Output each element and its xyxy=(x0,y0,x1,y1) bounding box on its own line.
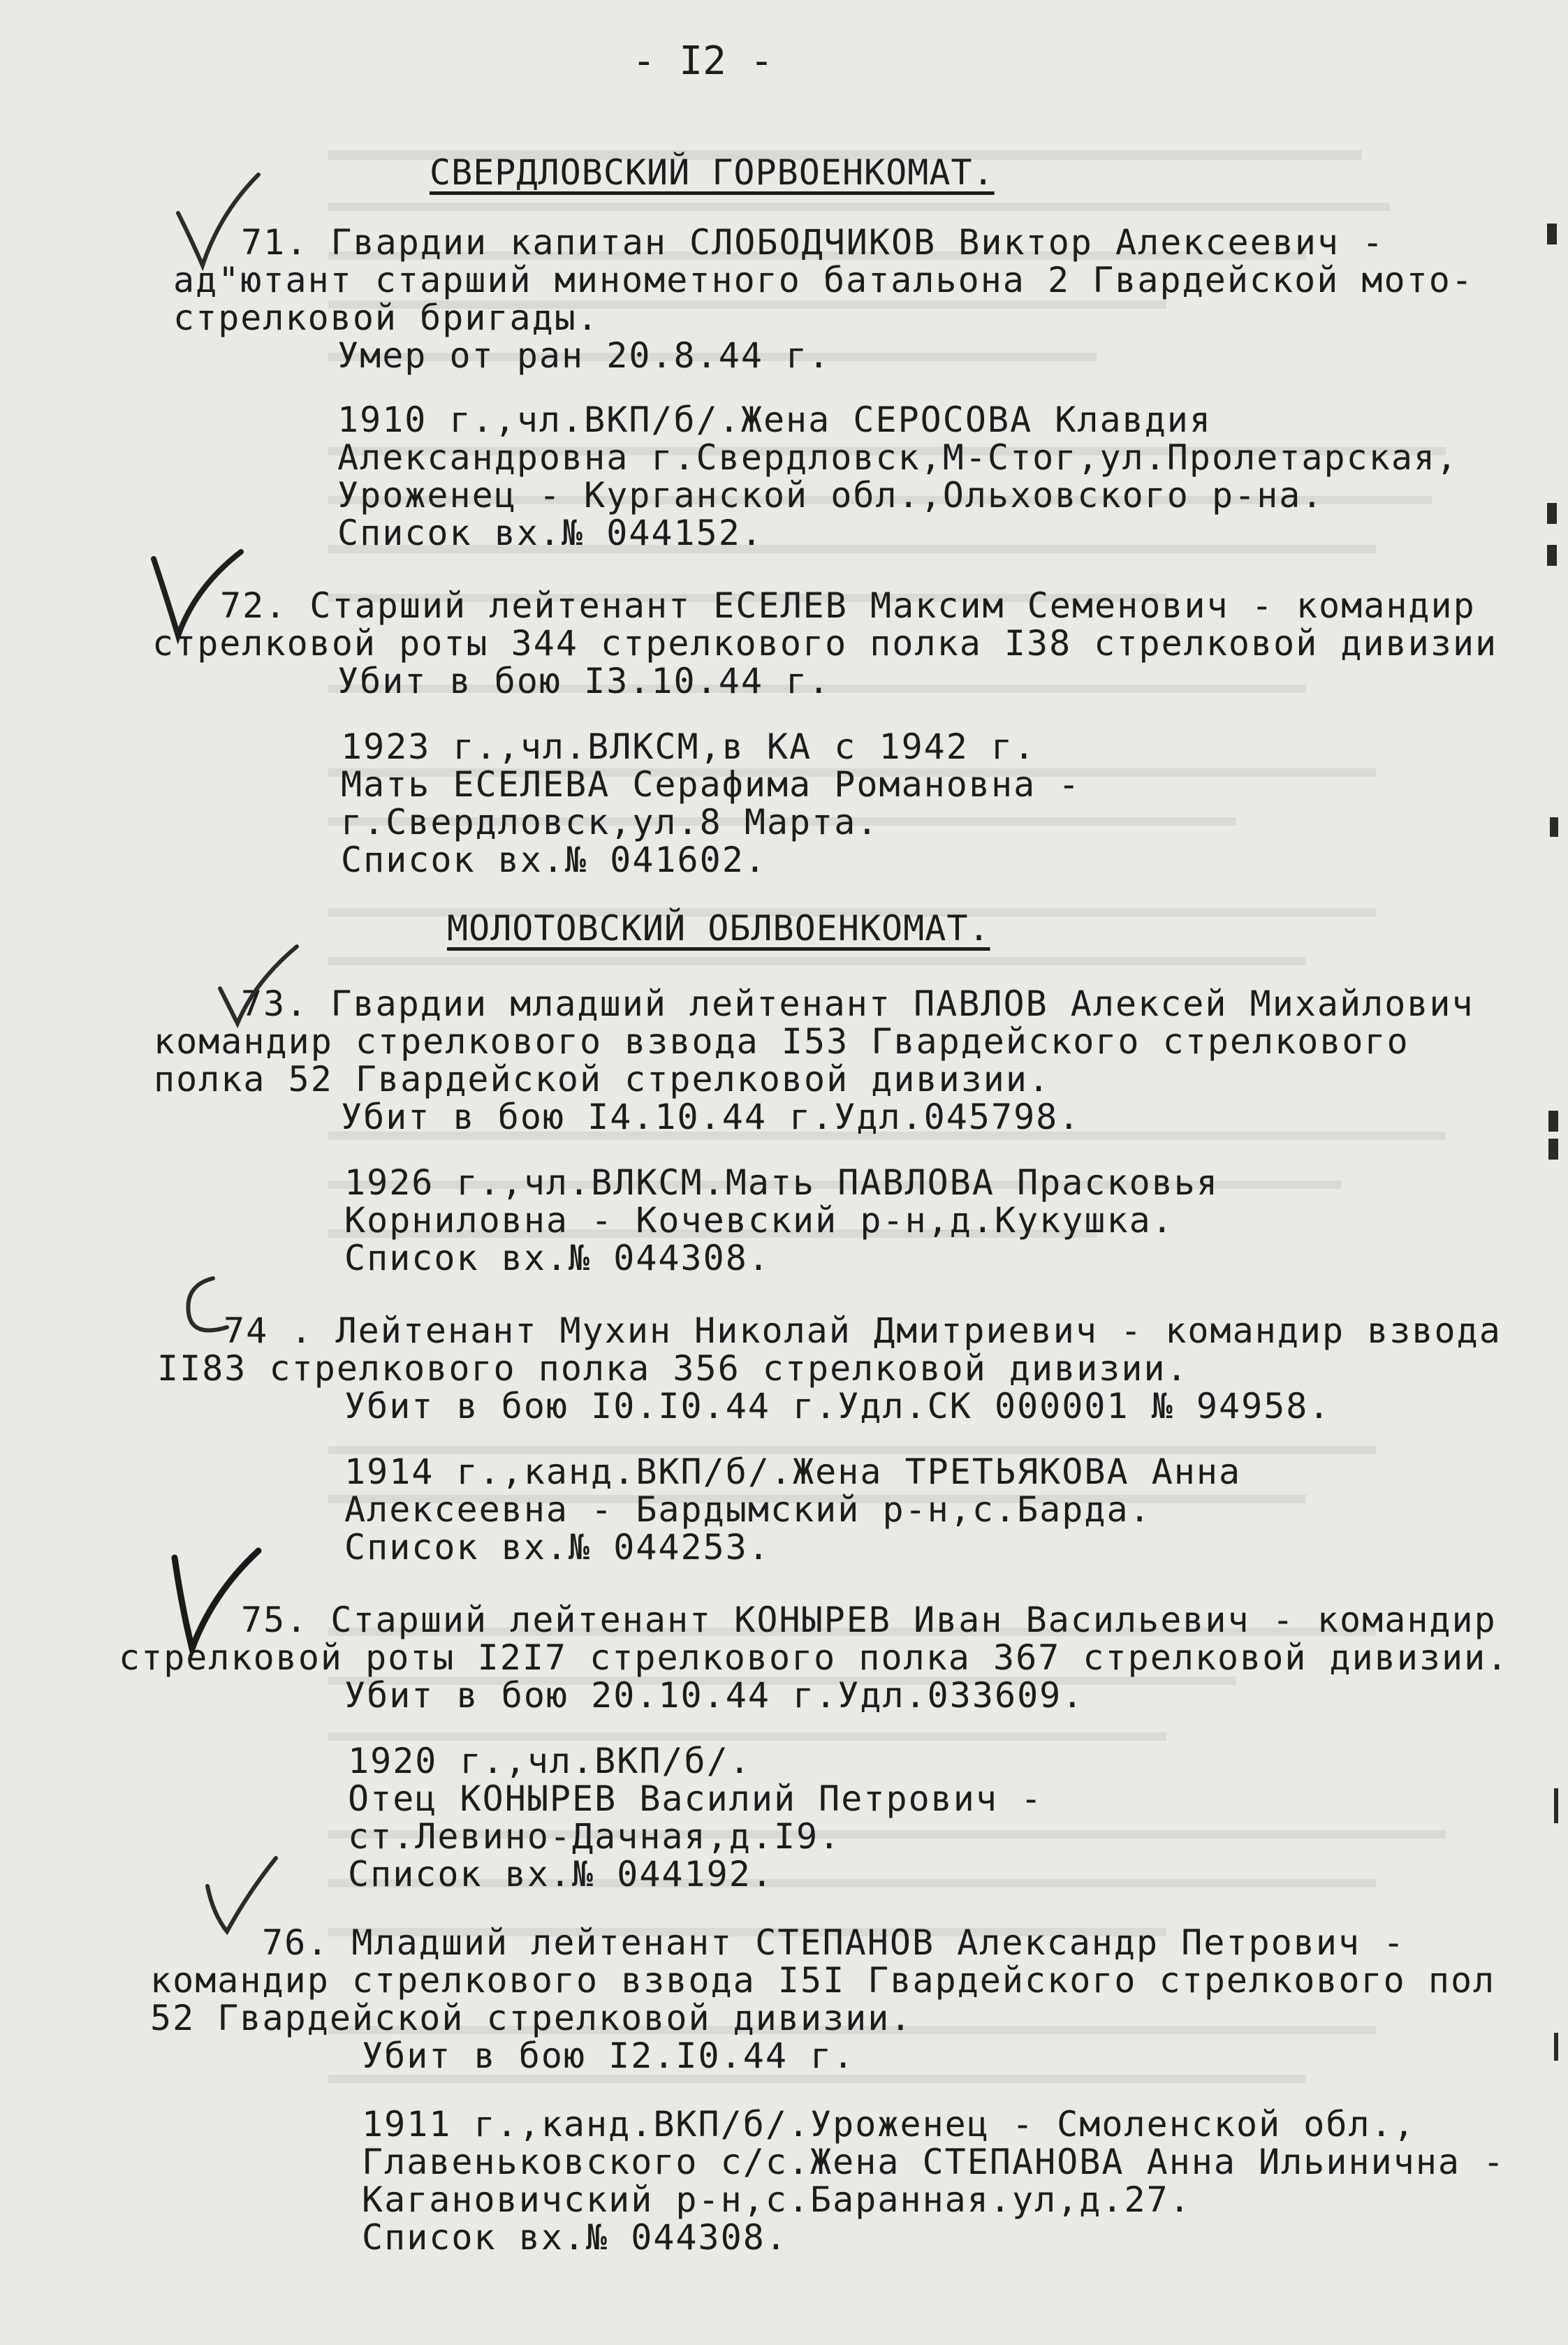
check-mark-icon xyxy=(161,1544,265,1663)
entry-line: Список вх.№ 044253. xyxy=(344,1527,770,1568)
entry-line: Список вх.№ 044192. xyxy=(348,1854,774,1894)
entry-line: 52 Гвардейской стрелковой дивизии. xyxy=(150,1998,913,2038)
check-mark-icon xyxy=(171,1271,241,1341)
entry-line: 1910 г.,чл.ВКП/б/.Жена СЕРОСОВА Клавдия xyxy=(337,400,1212,440)
entry-line: Корниловна - Кочевский р-н,д.Кукушка. xyxy=(344,1200,1174,1241)
entry-line: 73. Гвардии младший лейтенант ПАВЛОВ Алексей Михайлович xyxy=(241,984,1474,1024)
entry-line: Уроженец - Курганской обл.,Ольховского р-на. xyxy=(337,475,1324,516)
check-mark-icon xyxy=(199,1851,283,1942)
entry-line: г.Свердловск,ул.8 Марта. xyxy=(341,802,879,842)
section-heading: СВЕРДЛОВСКИЙ ГОРВОЕНКОМАТ. xyxy=(430,152,995,193)
entry-line: Список вх.№ 044308. xyxy=(362,2217,788,2258)
entry-line: стрелковой бригады. xyxy=(173,298,599,338)
check-mark-icon xyxy=(143,545,248,650)
entry-line: Отец КОНЫРЕВ Василий Петрович - xyxy=(348,1778,1043,1819)
entry-line: Убит в бою I2.I0.44 г. xyxy=(362,2036,856,2076)
entry-line: Мать ЕСЕЛЕВА Серафима Романовна - xyxy=(341,764,1081,805)
page-number: - I2 - xyxy=(632,38,774,84)
entry-line: Убит в бою 20.10.44 г.Удл.033609. xyxy=(344,1675,1085,1716)
entry-line: командир стрелкового взвода I53 Гвардейского стрелкового xyxy=(154,1021,1409,1062)
entry-line: командир стрелкового взвода I5I Гвардейского стрелкового пол xyxy=(150,1960,1496,2001)
entry-line: 1914 г.,канд.ВКП/б/.Жена ТРЕТЬЯКОВА Анна xyxy=(344,1452,1242,1492)
entry-line: 71. Гвардии капитан СЛОБОДЧИКОВ Виктор Алексеевич - xyxy=(241,222,1385,263)
entry-line: Убит в бою I3.10.44 г. xyxy=(337,661,831,701)
entry-line: ст.Левино-Дачная,д.I9. xyxy=(348,1816,842,1857)
entry-line: Список вх.№ 044308. xyxy=(344,1238,770,1278)
entry-line: стрелковой роты 344 стрелкового полка I38 стрелковой дивизии xyxy=(152,623,1498,664)
entry-line: II83 стрелкового полка 356 стрелковой дивизии. xyxy=(157,1348,1189,1389)
entry-line: Кагановичский р-н,с.Баранная.ул,д.27. xyxy=(362,2179,1192,2220)
entry-line: Список вх.№ 041602. xyxy=(341,840,767,880)
section-heading: МОЛОТОВСКИЙ ОБЛВОЕНКОМАТ. xyxy=(447,908,990,949)
entry-line: 1920 г.,чл.ВКП/б/. xyxy=(348,1741,752,1781)
entry-line: 76. Младший лейтенант СТЕПАНОВ Александр Петрович - xyxy=(262,1922,1406,1963)
entry-line: ад"ютант старший минометного батальона 2 Гвардейской мото- xyxy=(173,260,1474,300)
entry-line: Умер от ран 20.8.44 г. xyxy=(337,335,831,376)
entry-line: 72. Старший лейтенант ЕСЕЛЕВ Максим Семенович - командир xyxy=(220,585,1476,626)
entry-line: Алексеевна - Бардымский р-н,с.Барда. xyxy=(344,1489,1152,1530)
entry-line: 1923 г.,чл.ВЛКСМ,в КА с 1942 г. xyxy=(341,726,1036,767)
entry-line: Александровна г.Свердловск,М-Стог,ул.Пролетарская, xyxy=(337,437,1459,478)
entry-line: 1911 г.,канд.ВКП/б/.Уроженец - Смоленской обл., xyxy=(362,2104,1416,2145)
entry-line: 75. Старший лейтенант КОНЫРЕВ Иван Васильевич - командир xyxy=(241,1600,1497,1640)
entry-line: Убит в бою I4.10.44 г.Удл.045798. xyxy=(341,1097,1081,1137)
right-edge-artifacts xyxy=(1540,196,1568,2221)
entry-line: 1926 г.,чл.ВЛКСМ.Мать ПАВЛОВА Прасковья xyxy=(344,1162,1219,1203)
check-mark-icon xyxy=(171,171,269,276)
entry-line: Главеньковского с/с.Жена СТЕПАНОВА Анна Ильинична - xyxy=(362,2142,1506,2182)
entry-line: стрелковой роты I2I7 стрелкового полка 367 стрелковой дивизии. xyxy=(119,1637,1509,1678)
entry-line: полка 52 Гвардейской стрелковой дивизии. xyxy=(154,1059,1051,1100)
entry-line: Список вх.№ 044152. xyxy=(337,513,763,553)
entry-line: Убит в бою I0.I0.44 г.Удл.СК 000001 № 94958. xyxy=(344,1386,1331,1426)
check-mark-icon xyxy=(213,940,304,1030)
entry-line: 74 . Лейтенант Мухин Николай Дмитриевич - командир взвода xyxy=(224,1310,1502,1351)
